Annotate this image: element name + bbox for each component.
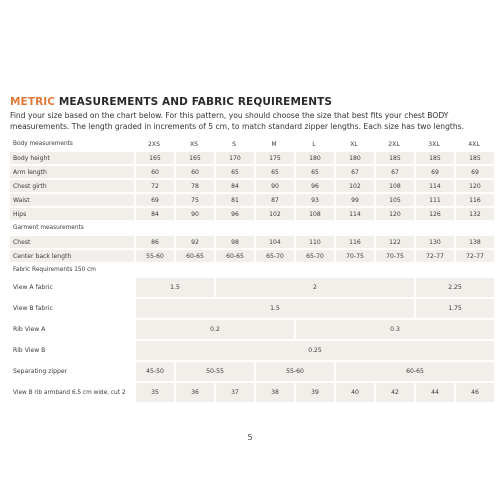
table-cell: 102 <box>254 208 294 220</box>
table-cell: 93 <box>294 194 334 206</box>
table-row <box>10 299 494 318</box>
table-cell: 70-75 <box>374 250 414 262</box>
table-cell: 98 <box>214 236 254 248</box>
table-cell: 180 <box>334 152 374 164</box>
table-cell: 67 <box>334 166 374 178</box>
table-cell: 75 <box>174 194 214 206</box>
table-cell: 92 <box>174 236 214 248</box>
row-label: Body height <box>10 152 134 164</box>
table-cell: 116 <box>454 194 494 206</box>
row-label: View A fabric <box>13 284 53 291</box>
size-label: L <box>312 140 316 148</box>
table-cell: 1.5 <box>134 299 414 318</box>
table-cell: 84 <box>214 180 254 192</box>
table-cell: 99 <box>334 194 374 206</box>
row-label: Arm length <box>10 166 134 178</box>
garment-header-row <box>10 222 494 234</box>
row-label: Separating zipper <box>13 368 68 375</box>
table-cell: 2.25 <box>414 278 494 297</box>
table-cell: 126 <box>414 208 454 220</box>
table-cell: 65 <box>214 166 254 178</box>
table-cell: 39 <box>294 383 334 402</box>
table-cell: 60 <box>174 166 214 178</box>
table-cell: 185 <box>414 152 454 164</box>
table-cell: 90 <box>174 208 214 220</box>
table-row <box>10 180 494 192</box>
page-number: 5 <box>247 433 253 442</box>
table-cell: 104 <box>254 236 294 248</box>
table-row <box>10 152 494 164</box>
table-cell: 60-65 <box>174 250 214 262</box>
table-cell: 108 <box>374 180 414 192</box>
table-cell: 45-50 <box>134 362 174 381</box>
table-cell: 170 <box>214 152 254 164</box>
fabric-header-row <box>10 264 494 276</box>
table-cell: 111 <box>414 194 454 206</box>
table-row <box>10 320 494 339</box>
table-cell: 46 <box>454 383 494 402</box>
table-cell: 96 <box>214 208 254 220</box>
size-label: 4XL <box>468 140 480 148</box>
table-cell: 60-65 <box>334 362 494 381</box>
size-label: XS <box>189 140 199 148</box>
table-cell: 90 <box>254 180 294 192</box>
table-row <box>10 278 494 297</box>
table-cell: 69 <box>454 166 494 178</box>
table-row <box>10 383 494 402</box>
body-header-row <box>10 138 494 150</box>
row-label: Chest girth <box>10 180 134 192</box>
table-cell: 110 <box>294 236 334 248</box>
table-cell: 55-60 <box>254 362 334 381</box>
table-cell: 86 <box>134 236 174 248</box>
table-cell: 2 <box>214 278 414 297</box>
table-cell: 120 <box>454 180 494 192</box>
title-accent: METRIC <box>10 96 56 108</box>
table-cell: 78 <box>174 180 214 192</box>
table-cell: 36 <box>174 383 214 402</box>
table-cell: 72-77 <box>454 250 494 262</box>
size-label: 2XL <box>388 140 400 148</box>
table-cell: 50-55 <box>174 362 254 381</box>
size-label: M <box>271 140 277 148</box>
size-label: 3XL <box>428 140 440 148</box>
table-row <box>10 236 494 248</box>
table-row <box>10 341 494 360</box>
table-cell: 70-75 <box>334 250 374 262</box>
table-cell: 165 <box>134 152 174 164</box>
table-cell: 185 <box>454 152 494 164</box>
table-row <box>10 166 494 178</box>
table-cell: 65 <box>294 166 334 178</box>
table-cell: 122 <box>374 236 414 248</box>
table-cell: 60 <box>134 166 174 178</box>
table-cell: 114 <box>414 180 454 192</box>
table-cell: 40 <box>334 383 374 402</box>
table-row <box>10 362 494 381</box>
table-cell: 0.3 <box>294 320 494 339</box>
table-cell: 130 <box>414 236 454 248</box>
table-cell: 55-60 <box>134 250 174 262</box>
table-cell: 1.5 <box>134 278 214 297</box>
table-cell: 175 <box>254 152 294 164</box>
size-label: S <box>232 140 236 148</box>
body-measurements-heading: Body measurements <box>13 141 73 147</box>
table-cell: 69 <box>134 194 174 206</box>
garment-measurements-heading: Garment measurements <box>13 225 84 231</box>
table-cell: 37 <box>214 383 254 402</box>
table-cell: 42 <box>374 383 414 402</box>
table-cell: 132 <box>454 208 494 220</box>
table-cell: 65-70 <box>254 250 294 262</box>
row-label: Chest <box>10 236 134 248</box>
table-cell: 0.25 <box>134 341 494 360</box>
row-label: View B fabric <box>13 305 53 312</box>
row-label: Waist <box>10 194 134 206</box>
table-cell: 0.2 <box>134 320 294 339</box>
table-cell: 60-65 <box>214 250 254 262</box>
table-cell: 180 <box>294 152 334 164</box>
row-label: Center back length <box>10 250 134 262</box>
table-cell: 114 <box>334 208 374 220</box>
table-cell: 116 <box>334 236 374 248</box>
table-cell: 96 <box>294 180 334 192</box>
table-cell: 65-70 <box>294 250 334 262</box>
intro-paragraph: Find your size based on the chart below. For this pattern, you should choose the size that best fits your chest BODY measurements. The length graded in increments of 5 cm, to match standard zipper lengths. Each size has two lengths. <box>10 111 465 131</box>
row-label: Rib View A <box>13 326 46 333</box>
size-label: XL <box>350 140 358 148</box>
table-cell: 81 <box>214 194 254 206</box>
table-cell: 67 <box>374 166 414 178</box>
table-cell: 1.75 <box>414 299 494 318</box>
table-cell: 87 <box>254 194 294 206</box>
row-label: Rib View B <box>13 347 46 354</box>
table-cell: 38 <box>254 383 294 402</box>
table-row <box>10 250 494 262</box>
fabric-requirements-heading: Fabric Requirements 150 cm <box>13 267 96 273</box>
size-label: 2XS <box>148 140 160 148</box>
title-rest: MEASUREMENTS AND FABRIC REQUIREMENTS <box>55 96 333 108</box>
table-cell: 84 <box>134 208 174 220</box>
page-title <box>10 96 332 108</box>
table-cell: 120 <box>374 208 414 220</box>
table-cell: 35 <box>134 383 174 402</box>
table-cell: 44 <box>414 383 454 402</box>
table-cell: 72 <box>134 180 174 192</box>
row-label: Hips <box>10 208 134 220</box>
table-row <box>10 194 494 206</box>
table-cell: 69 <box>414 166 454 178</box>
table-cell: 138 <box>454 236 494 248</box>
row-label: View B rib armband 6.5 cm wide, cut 2 <box>13 389 126 396</box>
table-cell: 185 <box>374 152 414 164</box>
size-chart-table <box>10 136 494 404</box>
table-cell: 65 <box>254 166 294 178</box>
table-cell: 72-77 <box>414 250 454 262</box>
table-row <box>10 208 494 220</box>
table-cell: 102 <box>334 180 374 192</box>
table-cell: 165 <box>174 152 214 164</box>
table-cell: 105 <box>374 194 414 206</box>
table-cell: 108 <box>294 208 334 220</box>
